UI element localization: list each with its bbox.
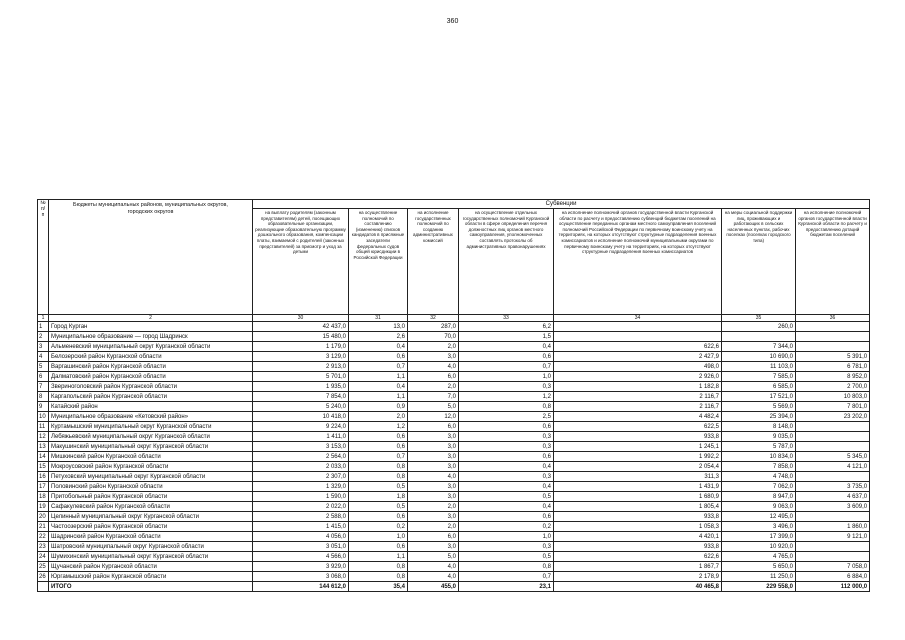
cell-33: 0,3 [459,432,554,442]
cell-36: 9 121,0 [796,532,870,542]
cell-32: 2,0 [408,522,459,532]
cell-35: 4 748,0 [722,472,796,482]
cell-33: 0,6 [459,452,554,462]
cell-33: 0,3 [459,542,554,552]
row-index: 19 [38,502,49,512]
cell-34: 1 245,1 [554,442,722,452]
table-row [38,372,870,382]
cell-35: 4 765,0 [722,552,796,562]
cell-34: 311,3 [554,472,722,482]
row-name: Каргапольский район Курганской области [49,392,253,402]
row-index: 18 [38,492,49,502]
cell-33: 0,6 [459,352,554,362]
cell-36 [796,542,870,552]
cell-34: 1 680,9 [554,492,722,502]
cell-32: 5,0 [408,552,459,562]
cell-30: 2 033,0 [253,462,349,472]
cell-31: 1,2 [349,422,408,432]
row-index: 6 [38,372,49,382]
row-name: Муниципальное образование «Кетовский район» [49,412,253,422]
row-index: 8 [38,392,49,402]
cell-32: 5,0 [408,402,459,412]
column-number: 33 [459,315,554,322]
cell-30: 2 588,0 [253,512,349,522]
table-row [38,362,870,372]
cell-30: 2 307,0 [253,472,349,482]
subventions-table [37,199,870,592]
cell-31: 0,6 [349,432,408,442]
cell-31: 1,1 [349,392,408,402]
cell-36 [796,432,870,442]
cell-32: 70,0 [408,332,459,342]
cell-34: 1 058,3 [554,522,722,532]
cell-35: 17 399,0 [722,532,796,542]
row-index: 24 [38,552,49,562]
table-row [38,572,870,582]
table-row [38,392,870,402]
cell-33: 0,4 [459,462,554,472]
row-index: 17 [38,482,49,492]
row-name: Катайский район [49,402,253,412]
row-index: 11 [38,422,49,432]
cell-36 [796,512,870,522]
cell-33: 1,0 [459,532,554,542]
cell-32: 3,0 [408,442,459,452]
subcolumn-header-32: на исполнение государственных полномочий по созданию административных комиссий [408,209,459,315]
column-numbers-row [38,315,870,322]
cell-30: 1 935,0 [253,382,349,392]
row-index: 22 [38,532,49,542]
row-name: Макушинский муниципальный округ Курганской области [49,442,253,452]
cell-35: 5 650,0 [722,562,796,572]
cell-35: 8 148,0 [722,422,796,432]
cell-30: 1 590,0 [253,492,349,502]
row-name: Петуховский муниципальный округ Курганской области [49,472,253,482]
page-number: 360 [446,18,459,25]
total-cell-33: 23,1 [459,582,554,592]
cell-33: 0,3 [459,472,554,482]
row-index: 16 [38,472,49,482]
cell-31: 0,6 [349,352,408,362]
cell-30: 42 437,0 [253,322,349,332]
cell-35: 8 947,0 [722,492,796,502]
cell-34 [554,322,722,332]
cell-30: 9 224,0 [253,422,349,432]
row-index: 5 [38,362,49,372]
cell-34: 1 805,4 [554,502,722,512]
cell-32: 7,0 [408,392,459,402]
cell-32: 2,0 [408,502,459,512]
column-number: 35 [722,315,796,322]
cell-35: 9 035,0 [722,432,796,442]
row-index: 4 [38,352,49,362]
cell-30: 10 418,0 [253,412,349,422]
row-name: Звериноголовский район Курганской области [49,382,253,392]
row-name: Мокроусовский район Курганской области [49,462,253,472]
cell-31: 0,6 [349,442,408,452]
table-row [38,492,870,502]
cell-30: 1 411,0 [253,432,349,442]
cell-34: 2 054,4 [554,462,722,472]
table-row [38,322,870,332]
cell-32: 12,0 [408,412,459,422]
column-number: 32 [408,315,459,322]
cell-32: 3,0 [408,462,459,472]
row-name: Юргамышский район Курганской области [49,572,253,582]
num-header: № п/п [38,200,49,315]
row-index: 3 [38,342,49,352]
table-row [38,402,870,412]
cell-31: 13,0 [349,322,408,332]
cell-33: 0,7 [459,572,554,582]
cell-33: 2,5 [459,412,554,422]
cell-33: 0,8 [459,402,554,412]
cell-34 [554,332,722,342]
row-index: 10 [38,412,49,422]
cell-32: 6,0 [408,532,459,542]
cell-35: 17 521,0 [722,392,796,402]
cell-33: 1,5 [459,332,554,342]
cell-31: 0,8 [349,462,408,472]
row-name: Притобольный район Курганской области [49,492,253,502]
budgets-header: Бюджеты муниципальных районов, муниципальных округов, городских округов [49,200,253,315]
cell-35: 10 920,0 [722,542,796,552]
cell-36 [796,332,870,342]
row-name: Сафакулевский район Курганской области [49,502,253,512]
subcolumn-header-34: на исполнение полномочий органов государственной власти Курганской области по расчету и предоставлению субвенций бюджетам поселений на осуществление переданных органам местного самоуправления поселений полномочий Российской Федерации по первичному воинскому учету на территориях, на которых отсутствуют структурные подразделения военных комиссариатов и исполнение полномочий муниципальными округами по первичному воинскому учету на территориях, на которых отсутствуют структурные подразделения военных комиссариатов [554,209,722,315]
row-name: Мишкинский район Курганской области [49,452,253,462]
table-row [38,332,870,342]
cell-33: 0,8 [459,562,554,572]
cell-31: 0,4 [349,342,408,352]
cell-32: 3,0 [408,542,459,552]
table-row [38,342,870,352]
cell-30: 15 480,0 [253,332,349,342]
cell-30: 3 129,0 [253,352,349,362]
row-index: 14 [38,452,49,462]
cell-36 [796,422,870,432]
cell-32: 4,0 [408,362,459,372]
cell-31: 0,8 [349,472,408,482]
table-row [38,422,870,432]
cell-34: 622,6 [554,552,722,562]
row-index: 15 [38,462,49,472]
cell-35: 6 585,0 [722,382,796,392]
cell-35 [722,332,796,342]
cell-30: 3 153,0 [253,442,349,452]
cell-34: 622,6 [554,342,722,352]
cell-32: 287,0 [408,322,459,332]
cell-32: 3,0 [408,452,459,462]
cell-32: 6,0 [408,372,459,382]
cell-34: 1 182,8 [554,382,722,392]
cell-30: 1 415,0 [253,522,349,532]
cell-36: 6 884,0 [796,572,870,582]
cell-32: 3,0 [408,512,459,522]
cell-36: 1 860,0 [796,522,870,532]
row-name: Альменевский муниципальный округ Курганской области [49,342,253,352]
table-row [38,452,870,462]
cell-30: 1 179,0 [253,342,349,352]
cell-36: 5 391,0 [796,352,870,362]
column-number: 31 [349,315,408,322]
cell-31: 0,8 [349,572,408,582]
cell-31: 0,8 [349,562,408,572]
subcolumn-header-31: на осуществление полномочий по составлению (изменению) списков кандидатов в присяжные заседатели федеральных судов общей юрисдикции в Российской Федерации [349,209,408,315]
cell-32: 4,0 [408,472,459,482]
cell-35: 260,0 [722,322,796,332]
cell-35: 10 834,0 [722,452,796,462]
cell-32: 4,0 [408,572,459,582]
cell-35: 11 250,0 [722,572,796,582]
cell-34: 933,8 [554,512,722,522]
cell-34: 933,8 [554,542,722,552]
cell-30: 4 056,0 [253,532,349,542]
row-index: 2 [38,332,49,342]
cell-34: 498,0 [554,362,722,372]
subcolumn-header-33: на осуществление отдельных государственных полномочий Курганской области в сфере определения перечня должностных лиц органов местного самоуправления, уполномоченных составлять протоколы об административных правонарушениях [459,209,554,315]
cell-33: 0,4 [459,342,554,352]
row-index: 21 [38,522,49,532]
cell-30: 5 701,0 [253,372,349,382]
cell-34: 4 420,1 [554,532,722,542]
row-name: Частоозерский район Курганской области [49,522,253,532]
table-body [38,322,870,582]
cell-31: 0,9 [349,402,408,412]
row-index: 13 [38,442,49,452]
cell-36: 2 700,0 [796,382,870,392]
total-cell-36: 112 000,0 [796,582,870,592]
cell-33: 1,2 [459,392,554,402]
table-row [38,502,870,512]
cell-32: 2,0 [408,342,459,352]
row-name: Город Курган [49,322,253,332]
cell-30: 3 929,0 [253,562,349,572]
row-name: Белозерский район Курганской области [49,352,253,362]
cell-36: 23 202,0 [796,412,870,422]
cell-30: 2 564,0 [253,452,349,462]
cell-35: 5 569,0 [722,402,796,412]
column-number: 1 [38,315,49,322]
subventions-header: Субвенции [253,200,870,209]
cell-34: 1 431,9 [554,482,722,492]
cell-31: 1,8 [349,492,408,502]
cell-35: 7 858,0 [722,462,796,472]
row-name: Шатровский муниципальный округ Курганской области [49,542,253,552]
cell-33: 0,4 [459,502,554,512]
row-index: 7 [38,382,49,392]
total-cell-34: 40 465,8 [554,582,722,592]
cell-30: 7 854,0 [253,392,349,402]
cell-35: 7 062,0 [722,482,796,492]
cell-32: 3,0 [408,482,459,492]
subcolumn-header-36: на исполнение полномочий органов государственной власти Курганской области по расчету и предоставлению дотаций бюджетам поселений [796,209,870,315]
cell-31: 1,0 [349,532,408,542]
column-number: 36 [796,315,870,322]
cell-36: 3 735,0 [796,482,870,492]
cell-36 [796,342,870,352]
cell-33: 0,3 [459,442,554,452]
table-row [38,382,870,392]
cell-31: 0,2 [349,522,408,532]
column-number: 34 [554,315,722,322]
row-name: Шадринский район Курганской области [49,532,253,542]
cell-31: 0,6 [349,512,408,522]
cell-36 [796,472,870,482]
row-index: 1 [38,322,49,332]
row-name: Муниципальное образование — город Шадринск [49,332,253,342]
cell-30: 2 913,0 [253,362,349,372]
row-name: Варгашинский район Курганской области [49,362,253,372]
cell-31: 0,7 [349,452,408,462]
row-name: Шумихинский муниципальный округ Курганской области [49,552,253,562]
cell-33: 0,4 [459,482,554,492]
subcolumn-header-35: на меры социальной поддержки лиц, проживающих и работающих в сельских населенных пунктах, рабочих поселках (поселках городского типа) [722,209,796,315]
cell-31: 2,0 [349,412,408,422]
cell-35: 10 690,0 [722,352,796,362]
total-row [38,582,870,592]
cell-36 [796,322,870,332]
cell-35: 5 787,0 [722,442,796,452]
total-label: ИТОГО [49,582,253,592]
cell-32: 4,0 [408,562,459,572]
cell-36 [796,442,870,452]
column-number: 30 [253,315,349,322]
cell-35: 3 496,0 [722,522,796,532]
table-row [38,482,870,492]
cell-36: 5 345,0 [796,452,870,462]
subcolumn-header-30: на выплату родителям (законным представителям) детей, посещающих образовательные организации, реализующие образовательную программу дошкольного образования, компенсации платы, взимаемой с родителей (законных представителей) за присмотр и уход за детьми [253,209,349,315]
cell-33: 0,5 [459,552,554,562]
row-index: 9 [38,402,49,412]
cell-32: 3,0 [408,492,459,502]
cell-34: 622,5 [554,422,722,432]
cell-36: 4 637,0 [796,492,870,502]
cell-33: 0,6 [459,512,554,522]
cell-36: 7 058,0 [796,562,870,572]
cell-31: 2,6 [349,332,408,342]
cell-36: 8 952,0 [796,372,870,382]
cell-30: 4 566,0 [253,552,349,562]
cell-33: 0,2 [459,522,554,532]
table-row [38,432,870,442]
cell-31: 0,6 [349,542,408,552]
cell-33: 1,0 [459,372,554,382]
table-row [38,512,870,522]
cell-31: 0,5 [349,482,408,492]
cell-30: 3 051,0 [253,542,349,552]
cell-34: 2 427,9 [554,352,722,362]
cell-34: 1 867,7 [554,562,722,572]
cell-35: 12 495,0 [722,512,796,522]
row-index: 20 [38,512,49,522]
row-name: Далматовский район Курганской области [49,372,253,382]
cell-34: 1 992,2 [554,452,722,462]
row-name: Половинский район Курганской области [49,482,253,492]
row-name: Куртамышский муниципальный округ Курганской области [49,422,253,432]
row-name: Щучанский район Курганской области [49,562,253,572]
cell-31: 1,1 [349,372,408,382]
total-cell-32: 455,0 [408,582,459,592]
cell-36: 7 801,0 [796,402,870,412]
row-index: 26 [38,572,49,582]
cell-31: 0,4 [349,382,408,392]
row-index: 25 [38,562,49,572]
cell-33: 0,6 [459,422,554,432]
cell-36: 4 121,0 [796,462,870,472]
column-number: 2 [49,315,253,322]
cell-36: 6 781,0 [796,362,870,372]
cell-34: 2 116,7 [554,392,722,402]
cell-30: 2 022,0 [253,502,349,512]
cell-35: 25 394,0 [722,412,796,422]
table-row [38,542,870,552]
cell-33: 0,7 [459,362,554,372]
table-row [38,442,870,452]
cell-31: 1,1 [349,552,408,562]
cell-32: 3,0 [408,432,459,442]
cell-36: 3 609,0 [796,502,870,512]
total-cell-30: 144 612,0 [253,582,349,592]
cell-34: 933,8 [554,432,722,442]
cell-32: 3,0 [408,352,459,362]
cell-34: 4 482,4 [554,412,722,422]
cell-36 [796,552,870,562]
table-row [38,352,870,362]
total-cell-35: 229 558,0 [722,582,796,592]
cell-30: 3 068,0 [253,572,349,582]
table-row [38,472,870,482]
cell-35: 7 585,0 [722,372,796,382]
row-index: 23 [38,542,49,552]
cell-30: 1 329,0 [253,482,349,492]
table-row [38,562,870,572]
cell-33: 0,3 [459,382,554,392]
cell-36: 10 803,0 [796,392,870,402]
table-row [38,412,870,422]
total-index [38,582,49,592]
table-row [38,532,870,542]
cell-34: 2 116,7 [554,402,722,412]
cell-30: 5 240,0 [253,402,349,412]
cell-35: 11 103,0 [722,362,796,372]
cell-32: 6,0 [408,422,459,432]
cell-32: 2,0 [408,382,459,392]
cell-33: 0,5 [459,492,554,502]
table-row [38,522,870,532]
table-row [38,552,870,562]
cell-31: 0,7 [349,362,408,372]
cell-34: 2 926,0 [554,372,722,382]
cell-34: 2 178,9 [554,572,722,582]
table-row [38,462,870,472]
row-index: 12 [38,432,49,442]
total-cell-31: 35,4 [349,582,408,592]
cell-35: 7 344,0 [722,342,796,352]
cell-31: 0,5 [349,502,408,512]
cell-35: 9 063,0 [722,502,796,512]
cell-33: 6,2 [459,322,554,332]
row-name: Целинный муниципальный округ Курганской области [49,512,253,522]
row-name: Лебяжьевский муниципальный округ Курганской области [49,432,253,442]
